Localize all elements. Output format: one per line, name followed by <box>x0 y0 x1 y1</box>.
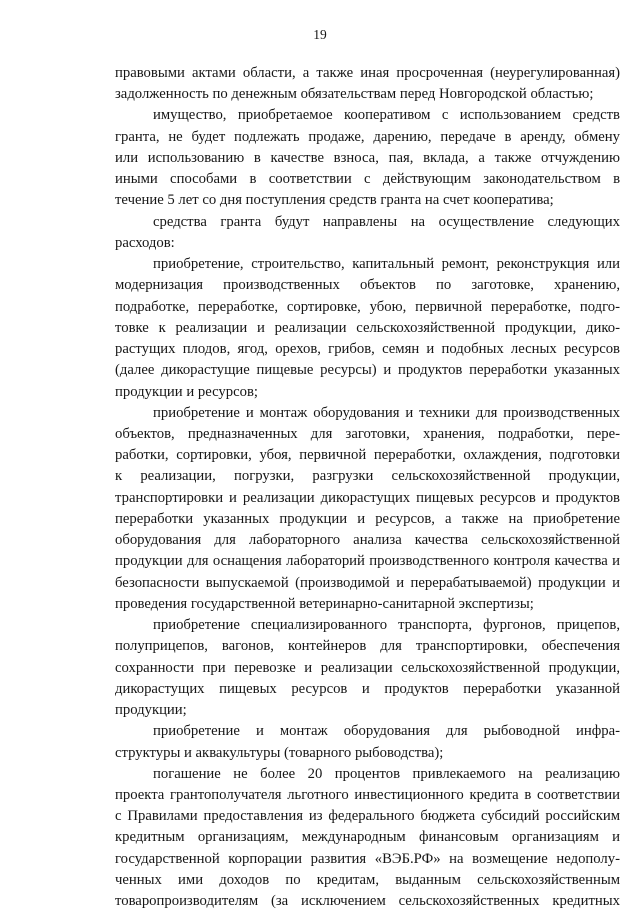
text-line: растущих плодов, ягод, орехов, грибов, семян и подобных лесных ресурсов <box>115 341 620 358</box>
text-line: транспортировки и реализации дикорастущих пищевых ресурсов и продуктов <box>115 489 620 506</box>
text-line: безопасности выпускаемой (производимой и перерабатываемой) продукции и <box>115 574 620 591</box>
text-line: дикорастущих пищевых ресурсов и продуктов переработки указанной <box>115 680 620 697</box>
text-line: продукции; <box>115 702 187 719</box>
text-line: течение 5 лет со дня поступления средств гранта на счет кооператива; <box>115 192 554 209</box>
text-line: с Правилами предоставления из федерального бюджета субсидий российским <box>115 808 620 825</box>
text-line: погашение не более 20 процентов привлекаемого на реализацию <box>153 765 620 782</box>
text-line: структуры и аквакультуры (товарного рыбоводства); <box>115 744 444 761</box>
text-line: полуприцепов, вагонов, контейнеров для транспортировки, обеспечения <box>115 638 620 655</box>
text-line: кредитным организациям, международным финансовым организациям и <box>115 829 620 846</box>
text-line: работки, сортировки, убоя, первичной переработки, охлаждения, подготовки <box>115 447 620 464</box>
text-line: товке к реализации и реализации сельскохозяйственной продукции, дико- <box>115 319 620 336</box>
text-line: гранта, не будет подлежать продаже, дарению, передаче в аренду, обмену <box>115 128 620 145</box>
document-body <box>115 63 620 912</box>
page-number: 19 <box>313 27 327 42</box>
text-line: оборудования для лабораторного анализа качества сельскохозяйственной <box>115 532 620 549</box>
text-line: проведения государственной ветеринарно-санитарной экспертизы; <box>115 595 534 612</box>
text-line: задолженность по денежным обязательствам перед Новгородской областью; <box>115 86 594 103</box>
text-line: государственной корпорации развития «ВЭБ.РФ» на возмещение недополу- <box>115 850 620 867</box>
text-line: имущество, приобретаемое кооперативом с использованием средств <box>153 107 620 124</box>
text-line: проекта грантополучателя льготного инвестиционного кредита в соответствии <box>115 786 620 803</box>
text-line: средства гранта будут направлены на осуществление следующих <box>153 213 620 230</box>
text-line: подработке, переработке, сортировке, убою, первичной переработке, подго- <box>115 298 620 315</box>
text-line: (далее дикорастущие пищевые ресурсы) и продуктов переработки указанных <box>115 362 620 379</box>
text-line: объектов, предназначенных для заготовки, хранения, подработки, пере- <box>115 425 620 442</box>
text-line: модернизация производственных объектов по заготовке, хранению, <box>115 277 620 294</box>
text-line: приобретение и монтаж оборудования и техники для производственных <box>153 404 620 421</box>
text-line: переработки указанных продукции и ресурсов, а также на приобретение <box>115 510 620 527</box>
text-line: или использованию в качестве взноса, пая, вклада, а также отчуждению <box>115 149 620 166</box>
text-line: приобретение специализированного транспорта, фургонов, прицепов, <box>153 617 620 634</box>
text-line: приобретение, строительство, капитальный ремонт, реконструкция или <box>153 256 620 273</box>
text-line: к реализации, погрузки, разгрузки сельскохозяйственной продукции, <box>115 468 620 485</box>
text-line: продукции для оснащения лабораторий производственного контроля качества и <box>115 553 620 570</box>
text-line: правовыми актами области, а также иная просроченная (неурегулированная) <box>115 65 620 81</box>
text-line: товаропроизводителям (за исключением сельскохозяйственных кредитных <box>115 893 620 910</box>
text-line: сохранности при перевозке и реализации сельскохозяйственной продукции, <box>115 659 620 676</box>
text-line: продукции и ресурсов; <box>115 383 258 400</box>
text-line: приобретение и монтаж оборудования для рыбоводной инфра- <box>153 723 620 740</box>
text-line: иными способами в соответствии с действующим законодательством в <box>115 171 620 188</box>
text-line: расходов: <box>115 234 175 251</box>
text-line: ченных ими доходов по кредитам, выданным сельскохозяйственным <box>115 871 620 888</box>
